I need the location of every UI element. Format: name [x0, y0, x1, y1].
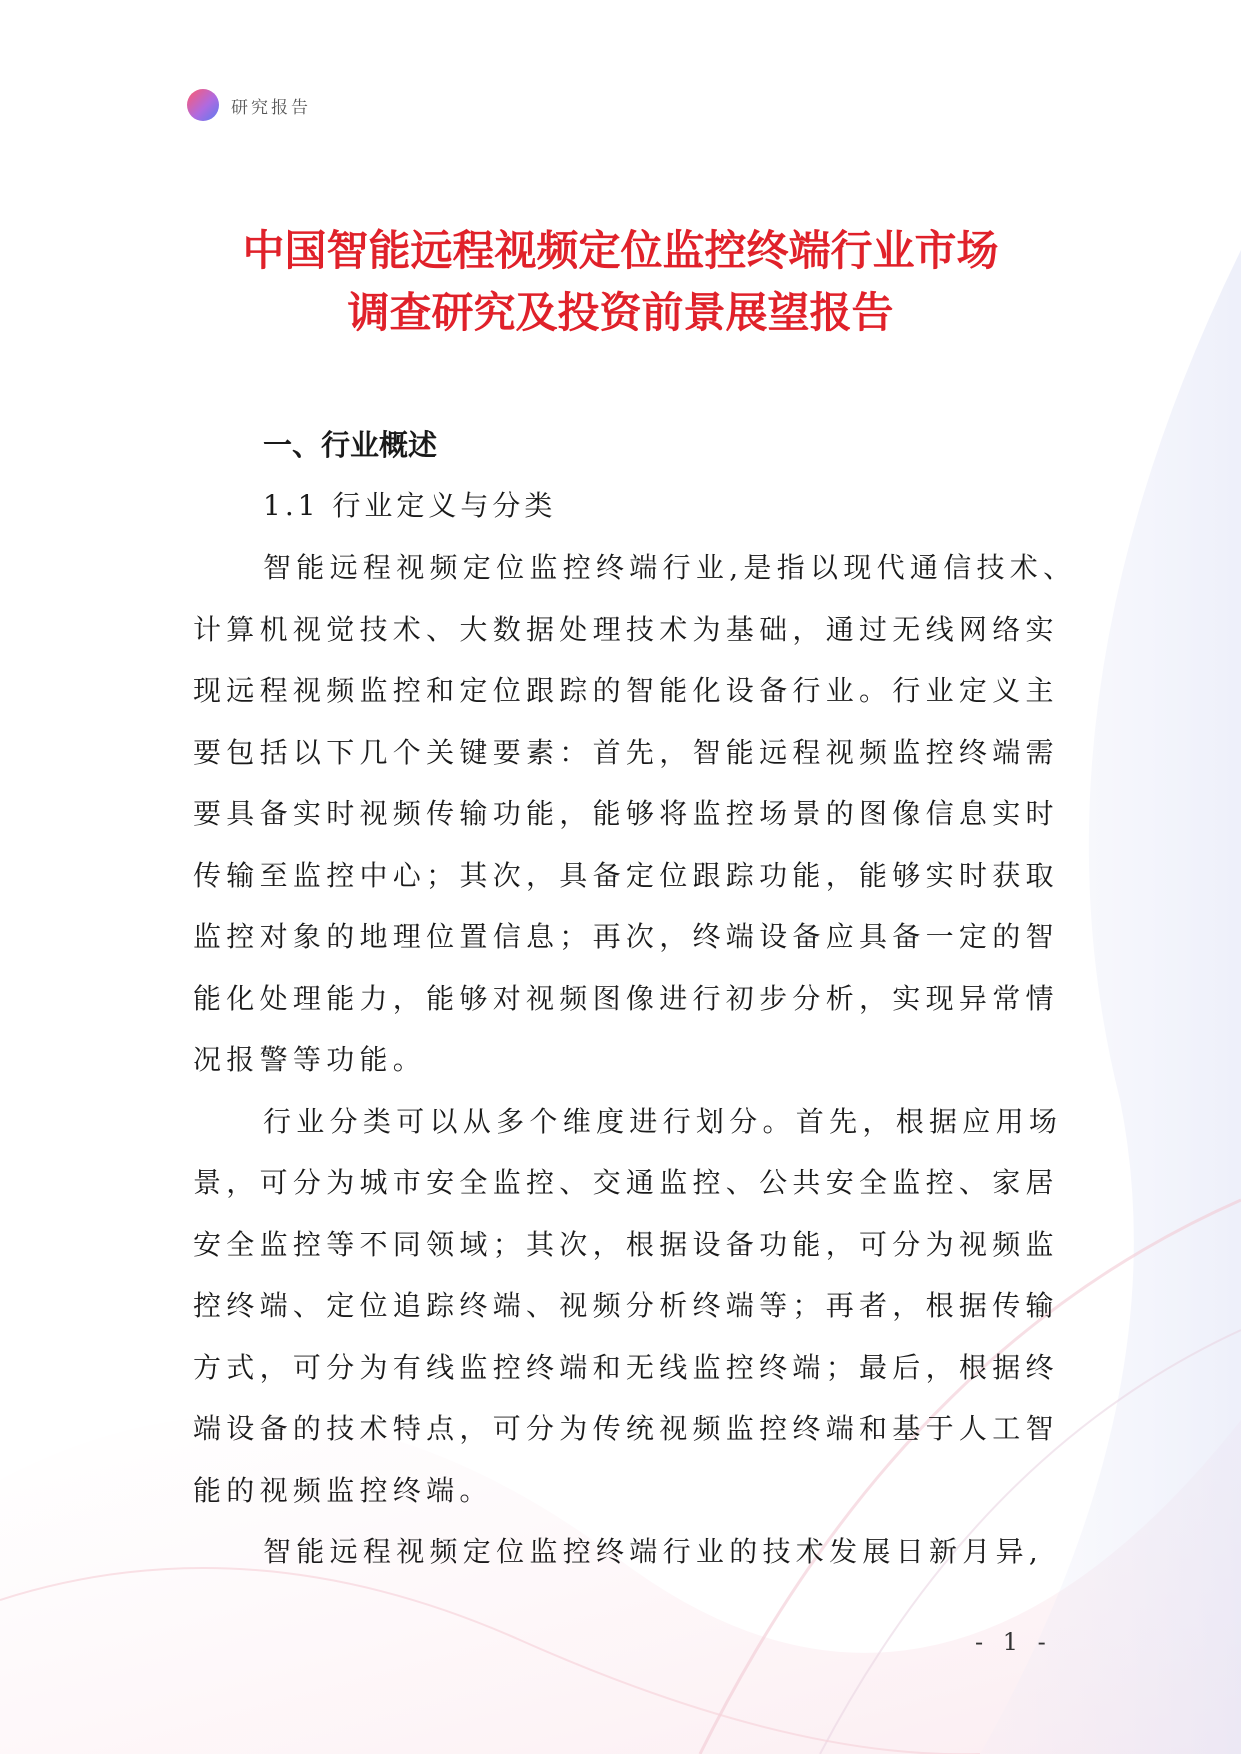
paragraph-line: 传输至监控中心；其次，具备定位跟踪功能，能够实时获取: [193, 858, 1059, 892]
paragraph-line: 智能远程视频定位监控终端行业的技术发展日新月异,: [263, 1535, 1044, 1568]
paragraph-line: 能化处理能力，能够对视频图像进行初步分析，实现异常情: [193, 981, 1059, 1015]
title-line-1: 中国智能远程视频定位监控终端行业市场: [242, 226, 999, 275]
report-logo-icon: [187, 89, 219, 121]
paragraph-line: 安全监控等不同领域；其次，根据设备功能，可分为视频监: [193, 1227, 1059, 1261]
paragraph-line: 景，可分为城市安全监控、交通监控、公共安全监控、家居: [193, 1166, 1059, 1199]
paragraph-line: 行业分类可以从多个维度进行划分。首先，根据应用场: [263, 1104, 1063, 1138]
paragraph-line: 端设备的技术特点，可分为传统视频监控终端和基于人工智: [193, 1412, 1059, 1445]
report-title: [150, 220, 1091, 344]
paragraph-definition: [193, 537, 1077, 1091]
paragraph-technology: [193, 1521, 1053, 1583]
paragraph-line: 能的视频监控终端。: [193, 1473, 493, 1507]
title-line-2: 调查研究及投资前景展望报告: [347, 288, 894, 337]
sub-heading: 1.1 行业定义与分类: [263, 489, 557, 522]
paragraph-line: 况报警等功能。: [193, 1043, 427, 1076]
paragraph-line: 计算机视觉技术、大数据处理技术为基础，通过无线网络实: [193, 612, 1059, 646]
page-number: - 1 -: [975, 1628, 1052, 1656]
paragraph-line: 智能远程视频定位监控终端行业,是指以现代通信技术、: [263, 551, 1077, 584]
report-header: [187, 88, 311, 122]
report-body: [193, 415, 1077, 1583]
paragraph-line: 方式，可分为有线监控终端和无线监控终端；最后，根据终: [193, 1350, 1059, 1384]
header-label: 研究报告: [231, 97, 311, 118]
section-heading: 一、行业概述: [263, 428, 438, 462]
paragraph-line: 监控对象的地理位置信息；再次，终端设备应具备一定的智: [193, 920, 1059, 953]
paragraph-line: 控终端、定位追踪终端、视频分析终端等；再者，根据传输: [193, 1289, 1059, 1322]
paragraph-line: 要包括以下几个关键要素：首先，智能远程视频监控终端需: [193, 735, 1059, 769]
paragraph-line: 现远程视频监控和定位跟踪的智能化设备行业。行业定义主: [193, 674, 1059, 707]
paragraph-line: 要具备实时视频传输功能，能够将监控场景的图像信息实时: [193, 797, 1059, 830]
paragraph-classification: [193, 1091, 1063, 1522]
